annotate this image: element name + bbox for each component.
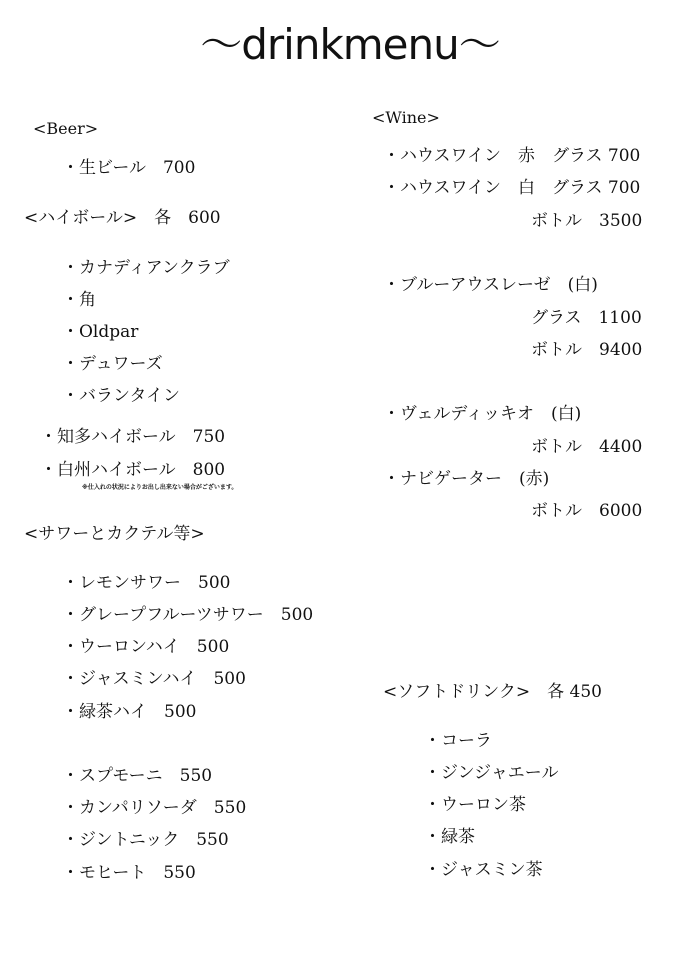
highball-item: ・Oldpar (62, 322, 139, 342)
wine-price: ボトル 4400 (531, 437, 643, 457)
wine-item: ・ナビゲーター (赤) (383, 469, 550, 489)
cocktail-item: ・カンパリソーダ 550 (62, 798, 247, 818)
beer-heading: <Beer> (33, 119, 99, 138)
availability-note: ※仕入れの状況によりお出し出来ない場合がございます。 (82, 484, 238, 491)
highball-item: ・角 (62, 290, 96, 310)
wine-price: ボトル 9400 (531, 340, 643, 360)
wine-item: ・ハウスワイン 白 グラス 700 (383, 178, 641, 198)
beer-item: ・生ビール 700 (62, 158, 196, 178)
sour-item: ・レモンサワー 500 (62, 573, 231, 593)
soft-drink-item: ・ウーロン茶 (424, 795, 526, 815)
sour-item: ・グレープフルーツサワー 500 (62, 605, 314, 625)
wine-item: ・ブルーアウスレーゼ (白) (383, 275, 598, 295)
highball-item: ・バランタイン (62, 386, 180, 406)
soft-drink-heading: <ソフトドリンク> 各 450 (383, 682, 602, 702)
cocktail-item: ・スプモーニ 550 (62, 766, 213, 786)
sour-item: ・緑茶ハイ 500 (62, 702, 197, 722)
soft-drink-item: ・緑茶 (424, 827, 475, 847)
wine-price: ボトル 6000 (531, 501, 643, 521)
soft-drink-item: ・ジャスミン茶 (424, 860, 543, 880)
menu-title: ～drinkmenu～ (200, 20, 500, 69)
sour-heading: <サワーとカクテル等> (24, 524, 205, 544)
cocktail-item: ・ジントニック 550 (62, 830, 229, 850)
highball-heading: <ハイボール> 各 600 (24, 208, 221, 228)
sour-item: ・ジャスミンハイ 500 (62, 669, 246, 689)
wine-heading: <Wine> (372, 108, 440, 127)
wine-item: ・ハウスワイン 赤 グラス 700 (383, 146, 641, 166)
soft-drink-item: ・コーラ (424, 731, 492, 751)
highball-premium-item: ・白州ハイボール 800 (40, 460, 226, 480)
highball-item: ・カナディアンクラブ (62, 258, 230, 278)
highball-premium-item: ・知多ハイボール 750 (40, 427, 226, 447)
cocktail-item: ・モヒート 550 (62, 863, 196, 883)
wine-price: ボトル 3500 (531, 211, 643, 231)
wine-price: グラス 1100 (531, 308, 642, 328)
sour-item: ・ウーロンハイ 500 (62, 637, 230, 657)
highball-item: ・デュワーズ (62, 354, 163, 374)
soft-drink-item: ・ジンジャエール (424, 763, 559, 783)
wine-item: ・ヴェルディッキオ (白) (383, 404, 582, 424)
